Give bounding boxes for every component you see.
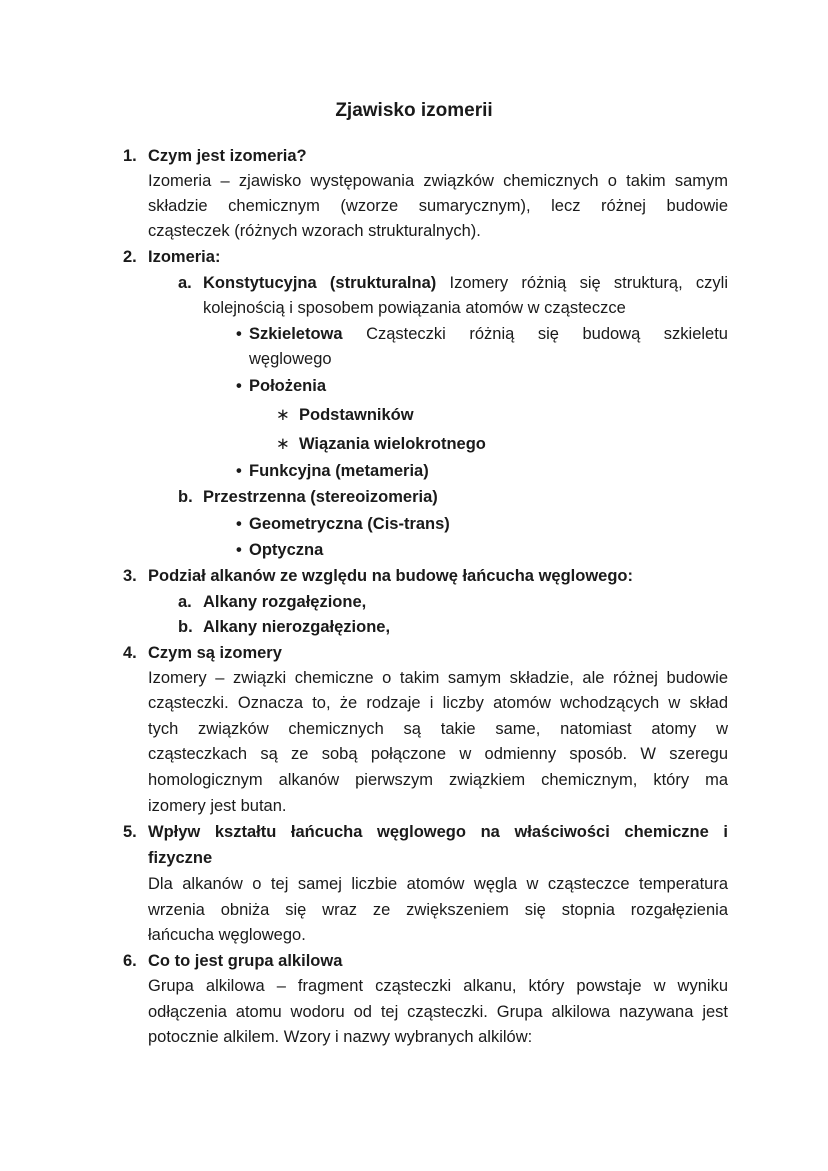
section-4-line-3: tych związków chemicznych są takie same, natomiast atomy w — [148, 720, 728, 738]
section-3-heading: Podział alkanów ze względu na budowę łańcucha węglowego: — [148, 567, 633, 585]
section-3-b-item: Alkany nierozgałęzione, — [203, 618, 391, 636]
section-3-a-item: Alkany rozgałęzione, — [203, 593, 367, 611]
section-5-line-3: łańcucha węglowego. — [148, 926, 306, 944]
subsection-b-letter: b. — [178, 488, 193, 506]
section-6-heading: Co to jest grupa alkilowa — [148, 952, 343, 970]
section-5-line-2: wrzenia obniża się wraz ze zwiększeniem się stopnia rozgałęzienia — [148, 901, 728, 919]
section-1-line-3: cząsteczek (różnych wzorach strukturalnych). — [148, 222, 481, 240]
bullet-funkcyjna: • — [236, 462, 242, 480]
section-4-line-4: cząsteczkach są ze sobą połączone w odmienny sposób. W szeregu — [148, 745, 728, 763]
section-1-line-2: składzie chemicznym (wzorze sumarycznym), lecz różnej budowie — [148, 197, 728, 215]
section-3-b-letter: b. — [178, 618, 193, 636]
szkieletowa-continuation: węglowego — [249, 350, 332, 368]
section-2-heading: Izomeria: — [148, 248, 221, 266]
wiazania-item: Wiązania wielokrotnego — [299, 435, 486, 453]
section-5-heading-line-1: Wpływ kształtu łańcucha węglowego na właściwości chemiczne i — [148, 823, 728, 841]
section-5-line-1: Dla alkanów o tej samej liczbie atomów węgla w cząsteczce temperatura — [148, 875, 728, 893]
section-4-line-6: izomery jest butan. — [148, 797, 287, 815]
bullet-optyczna: • — [236, 541, 242, 559]
funkcyjna-item: Funkcyjna (metameria) — [249, 462, 429, 480]
subsection-a-line-1 — [203, 273, 728, 293]
konstytucyjna-description: Izomery różnią się strukturą, czyli — [449, 274, 728, 292]
section-6-number: 6. — [123, 952, 137, 970]
subsection-a-line-2: kolejnością i sposobem powiązania atomów w cząsteczce — [203, 299, 626, 317]
section-5-number: 5. — [123, 823, 137, 841]
przestrzenna-term: Przestrzenna (stereoizomeria) — [203, 488, 438, 506]
podstawnikow-item: Podstawników — [299, 406, 414, 424]
subsection-a-letter: a. — [178, 274, 192, 292]
bullet-geometryczna: • — [236, 515, 242, 533]
szkieletowa-line — [249, 324, 728, 344]
polozenia-item: Położenia — [249, 377, 327, 395]
bullet-szkieletowa: • — [236, 325, 242, 343]
section-2-number: 2. — [123, 248, 137, 266]
section-4-line-1: Izomery – związki chemiczne o takim samym składzie, ale różnej budowie — [148, 669, 728, 687]
section-4-line-5: homologicznym alkanów pierwszym związkiem chemicznym, który ma — [148, 771, 728, 789]
section-6-line-2: odłączenia atomu wodoru od tej cząsteczki. Grupa alkilowa nazywana jest — [148, 1003, 728, 1021]
star-podstawnikow: ∗ — [276, 406, 290, 424]
section-3-number: 3. — [123, 567, 137, 585]
section-3-a-letter: a. — [178, 593, 192, 611]
section-4-number: 4. — [123, 644, 137, 662]
section-6-line-1: Grupa alkilowa – fragment cząsteczki alkanu, który powstaje w wyniku — [148, 977, 728, 995]
section-1-number: 1. — [123, 147, 137, 165]
page-title: Zjawisko izomerii — [335, 100, 493, 121]
section-1-heading: Czym jest izomeria? — [148, 147, 307, 165]
section-1-line-1: Izomeria – zjawisko występowania związków chemicznych o takim samym — [148, 172, 728, 190]
konstytucyjna-term: Konstytucyjna (strukturalna) — [203, 274, 437, 292]
szkieletowa-description: Cząsteczki różnią się budową szkieletu — [366, 325, 728, 343]
szkieletowa-term: Szkieletowa — [249, 325, 343, 343]
star-wiazania: ∗ — [276, 435, 290, 453]
section-5-heading-line-2: fizyczne — [148, 849, 213, 867]
bullet-polozenia: • — [236, 377, 242, 395]
section-6-line-3: potocznie alkilem. Wzory i nazwy wybranych alkilów: — [148, 1028, 533, 1046]
section-4-heading: Czym są izomery — [148, 644, 282, 662]
optyczna-item: Optyczna — [249, 541, 324, 559]
geometryczna-item: Geometryczna (Cis-trans) — [249, 515, 450, 533]
section-4-line-2: cząsteczki. Oznacza to, że rodzaje i liczby atomów wchodzących w skład — [148, 694, 728, 712]
